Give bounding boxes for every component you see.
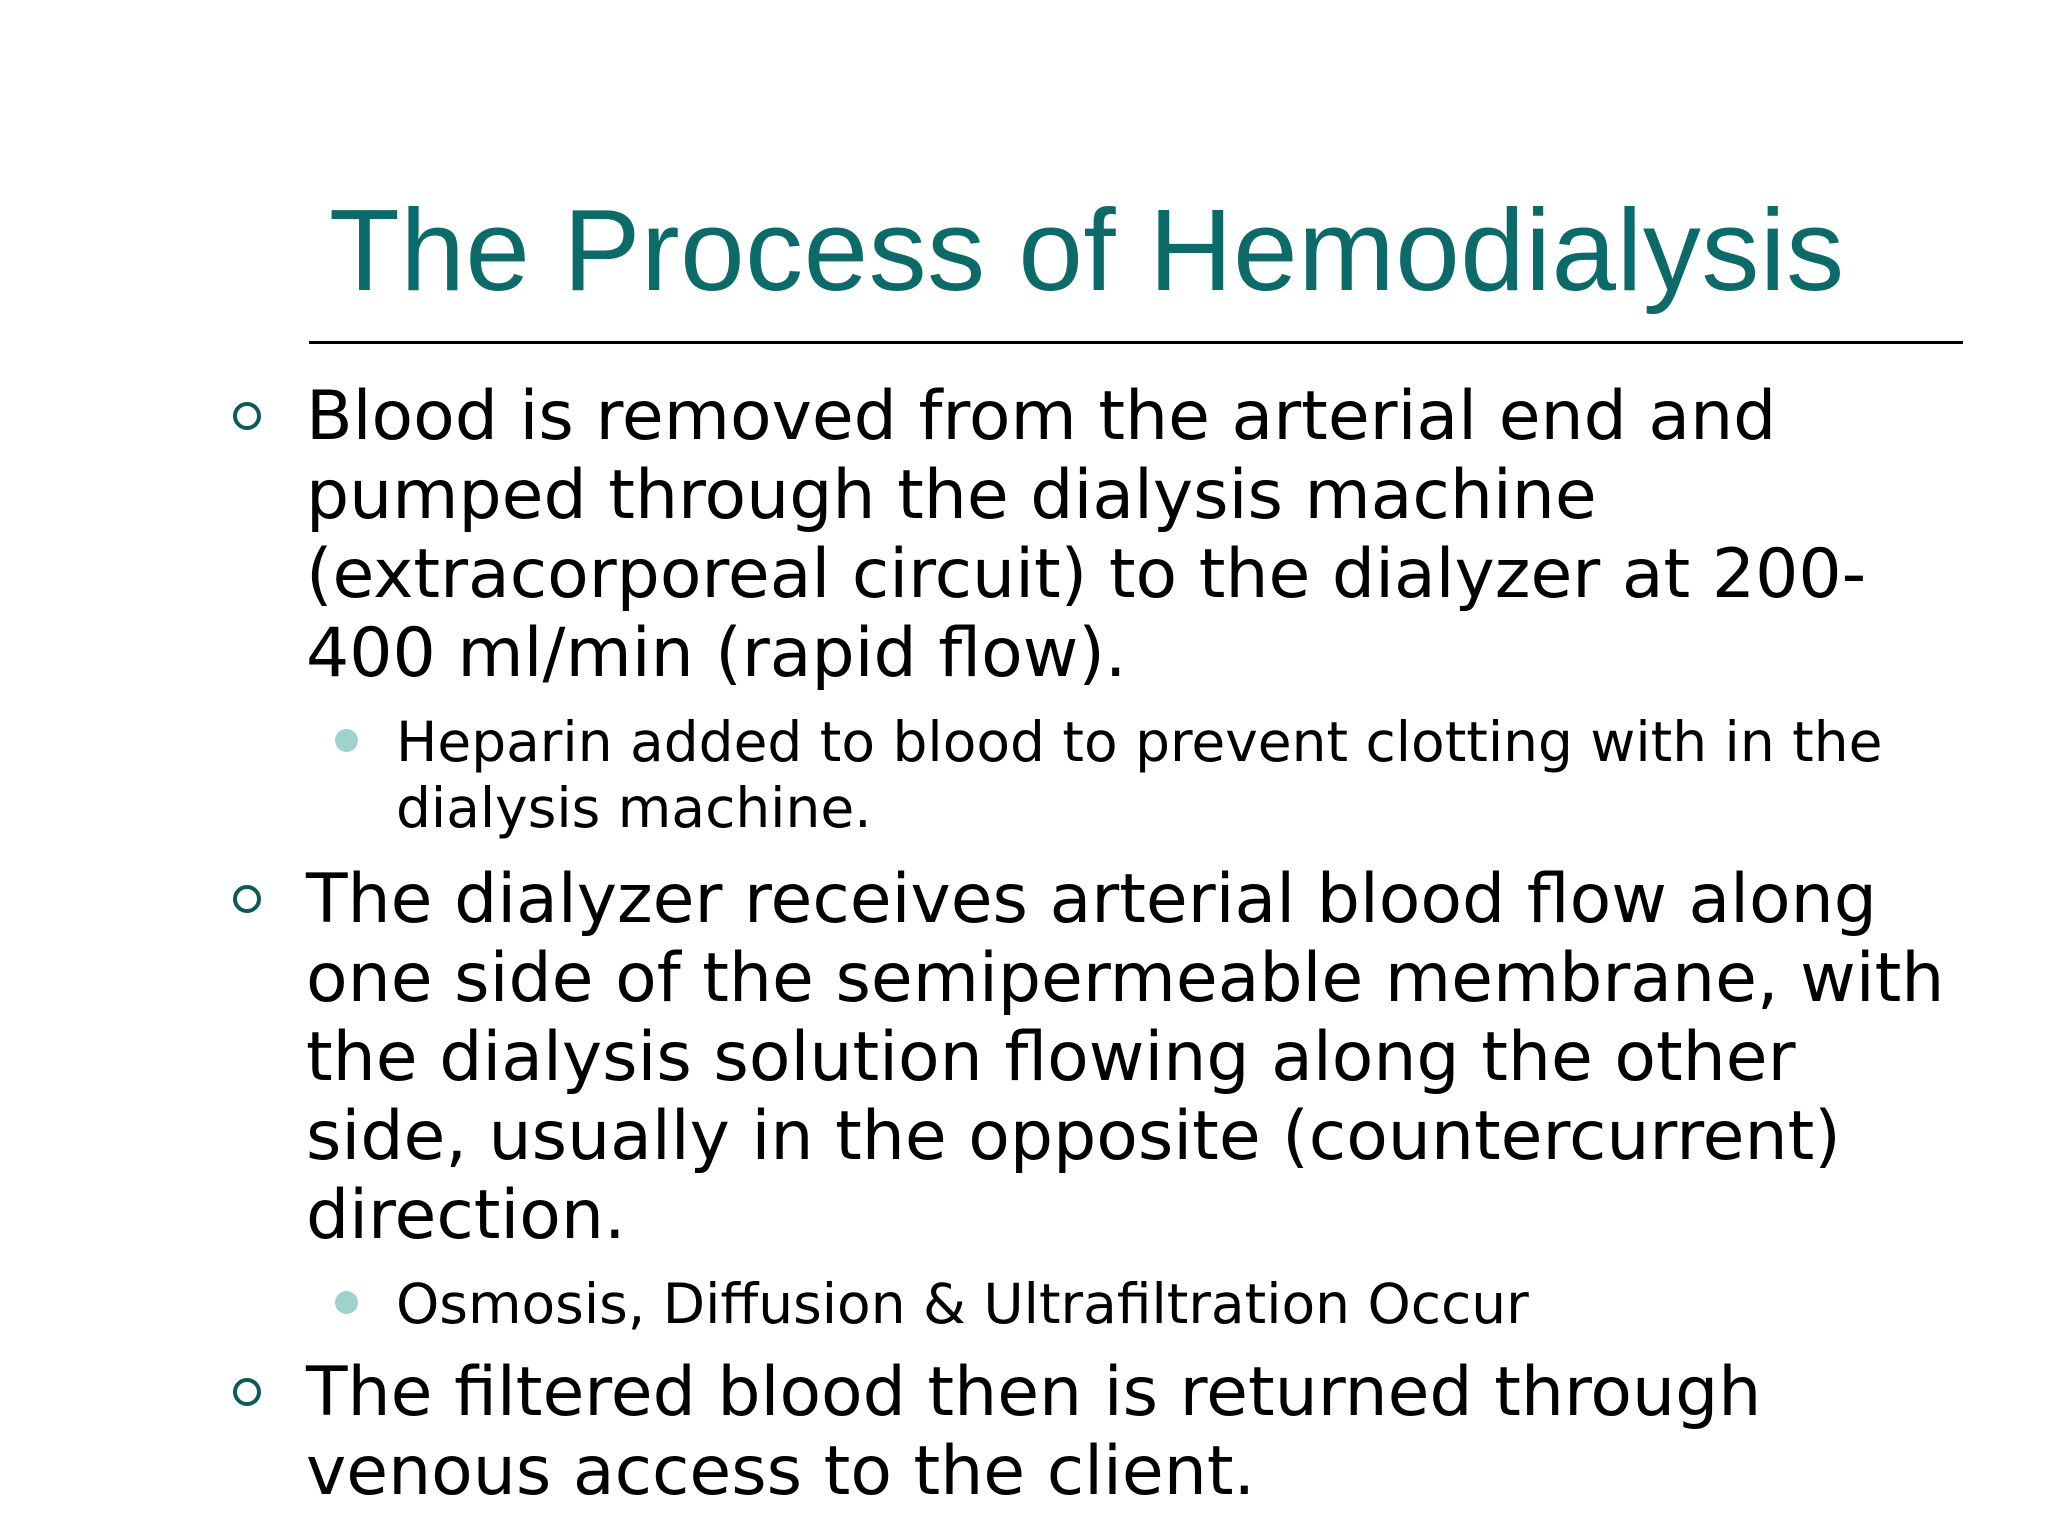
bullet-line: 400 ml/min (rapid flow).	[306, 614, 1127, 693]
sub-bullet-item	[396, 709, 1882, 841]
bullet-line: The dialyzer receives arterial blood flow along	[306, 860, 1877, 939]
bullet-line: pumped through the dialysis machine	[306, 456, 1597, 535]
bullet-line: venous access to the client.	[306, 1432, 1256, 1511]
bullet-line: direction.	[306, 1176, 626, 1255]
bullet-line: one side of the semipermeable membrane, with	[306, 939, 1945, 1018]
sub-bullet-line: Osmosis, Diffusion & Ultrafiltration Occur	[396, 1272, 1529, 1336]
bullet-line: The filtered blood then is returned through	[306, 1353, 1762, 1432]
ring-bullet-icon	[233, 1378, 261, 1406]
bullet-line: (extracorporeal circuit) to the dialyzer at 200-	[306, 535, 1867, 614]
bullet-line: Blood is removed from the arterial end and	[306, 377, 1777, 456]
bullet-item	[306, 377, 1866, 693]
slide-title: The Process of Hemodialysis	[329, 185, 1845, 315]
ring-bullet-icon	[233, 885, 261, 913]
sub-bullet-item	[396, 1271, 1529, 1337]
ring-bullet-icon	[233, 402, 261, 430]
sub-bullet-line: Heparin added to blood to prevent clotting with in the	[396, 710, 1883, 774]
bullet-item	[306, 1353, 1761, 1511]
bullet-item	[306, 860, 1944, 1255]
dot-bullet-icon	[335, 1291, 358, 1314]
sub-bullet-line: dialysis machine.	[396, 776, 872, 840]
dot-bullet-icon	[335, 729, 358, 752]
bullet-line: the dialysis solution flowing along the other	[306, 1018, 1796, 1097]
bullet-line: side, usually in the opposite (countercurrent)	[306, 1097, 1841, 1176]
